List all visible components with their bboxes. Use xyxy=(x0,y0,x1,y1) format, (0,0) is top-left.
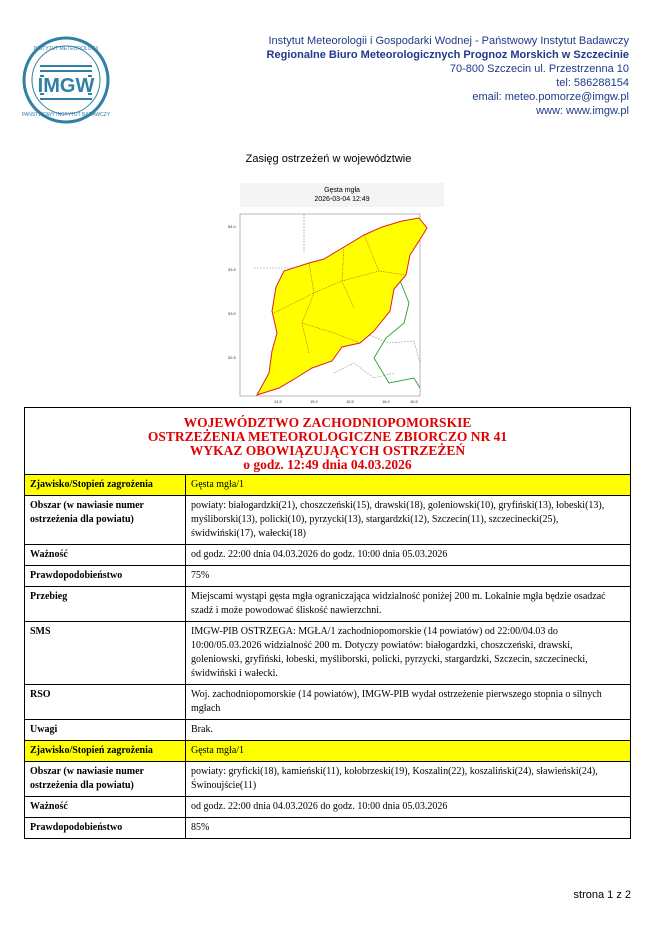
row-label: Prawdopodobieństwo xyxy=(25,818,186,839)
office-name: Regionalne Biuro Meteorologicznych Prognoz Morskich w Szczecinie xyxy=(266,49,629,61)
row-value: Gęsta mgła/1 xyxy=(186,475,631,496)
table-row xyxy=(25,741,631,762)
svg-text:15.0: 15.0 xyxy=(310,399,318,404)
table-row xyxy=(25,818,631,839)
row-label: Przebieg xyxy=(25,587,186,622)
table-row xyxy=(25,622,631,685)
map-caption-date: 2026-03-04 12:49 xyxy=(314,196,370,203)
table-row xyxy=(25,720,631,741)
svg-text:16.5: 16.5 xyxy=(410,399,418,404)
email: email: meteo.pomorze@imgw.pl xyxy=(472,91,629,103)
map-heading: Zasięg ostrzeżeń w województwie xyxy=(245,153,412,165)
row-value: od godz. 22:00 dnia 04.03.2026 do godz. 10:00 dnia 05.03.2026 xyxy=(186,797,631,818)
table-row xyxy=(25,566,631,587)
svg-text:52.5: 52.5 xyxy=(228,355,236,360)
map-graphic xyxy=(214,183,444,410)
title-list: WYKAZ OBOWIĄZUJĄCYCH OSTRZEŻEŃ xyxy=(189,443,466,458)
table-row xyxy=(25,685,631,720)
row-value: Miejscami wystąpi gęsta mgła ograniczająca widzialność poniżej 200 m. Lokalnie mgła będzie osadzać szadź i może powodować śliskość nawierzchni. xyxy=(186,587,631,622)
row-value: Brak. xyxy=(186,720,631,741)
row-value: Gęsta mgła/1 xyxy=(186,741,631,762)
row-label: SMS xyxy=(25,622,186,685)
table-row xyxy=(25,587,631,622)
svg-text:16.0: 16.0 xyxy=(382,399,390,404)
document-title xyxy=(25,408,631,475)
row-value: 85% xyxy=(186,818,631,839)
imgw-logo xyxy=(22,36,110,124)
warnings-table xyxy=(24,407,631,839)
phone: tel: 586288154 xyxy=(556,77,629,89)
svg-text:53.0: 53.0 xyxy=(228,311,236,316)
website: www: www.imgw.pl xyxy=(536,105,629,117)
table-row xyxy=(25,545,631,566)
title-warnings: OSTRZEŻENIA METEOROLOGICZNE ZBIORCZO NR 41 xyxy=(147,429,508,444)
row-value: 75% xyxy=(186,566,631,587)
page-number: strona 1 z 2 xyxy=(573,889,631,901)
row-label: Zjawisko/Stopień zagrożenia xyxy=(25,741,186,762)
row-label: Uwagi xyxy=(25,720,186,741)
header-row xyxy=(25,408,631,475)
table-row xyxy=(25,496,631,545)
address: 70-800 Szczecin ul. Przestrzenna 10 xyxy=(449,63,629,75)
institute-header xyxy=(209,34,629,118)
svg-text:PAŃSTWOWY INSTYTUT BADAWCZY: PAŃSTWOWY INSTYTUT BADAWCZY xyxy=(22,112,110,118)
table-row xyxy=(25,762,631,797)
row-label: Zjawisko/Stopień zagrożenia xyxy=(25,475,186,496)
svg-text:14.5: 14.5 xyxy=(274,399,282,404)
row-label: Obszar (w nawiasie numer ostrzeżenia dla powiatu) xyxy=(25,496,186,545)
row-label: Ważność xyxy=(25,545,186,566)
svg-text:INSTYTUT METEOROLOGII: INSTYTUT METEOROLOGII xyxy=(33,46,99,52)
warning-map xyxy=(214,183,444,410)
row-label: Ważność xyxy=(25,797,186,818)
institute-name: Instytut Meteorologii i Gospodarki Wodnej - Państwowy Instytut Badawczy xyxy=(268,35,629,47)
row-label: Prawdopodobieństwo xyxy=(25,566,186,587)
row-label: RSO xyxy=(25,685,186,720)
svg-text:53.5: 53.5 xyxy=(228,267,236,272)
table-row xyxy=(25,797,631,818)
map-caption-phenomenon: Gęsta mgła xyxy=(324,187,360,194)
row-label: Obszar (w nawiasie numer ostrzeżenia dla powiatu) xyxy=(25,762,186,797)
row-value: IMGW-PIB OSTRZEGA: MGŁA/1 zachodniopomorskie (14 powiatów) od 22:00/04.03 do 10:00/05.03.2026 widzialność 200 m. Dotyczy powiatów: białogardzki, choszczeński, drawski, goleniowski, gryfiński, łobeski, myśliborski, policki, pyrzycki, stargardzki, Szczecin, szczecinecki, świdwiński i wałecki. xyxy=(186,622,631,685)
svg-text:15.5: 15.5 xyxy=(346,399,354,404)
row-value: od godz. 22:00 dnia 04.03.2026 do godz. 10:00 dnia 05.03.2026 xyxy=(186,545,631,566)
row-value: powiaty: białogardzki(21), choszczeński(15), drawski(18), goleniowski(10), gryfiński(13), łobeski(13), myśliborski(13), policki(10), pyrzycki(13), stargardzki(12), Szczecin(11), szczecinecki(25), świdwiński(17), wałecki(18) xyxy=(186,496,631,545)
svg-text:IMGW: IMGW xyxy=(37,75,95,97)
title-voivodeship: WOJEWÓDZTWO ZACHODNIOPOMORSKIE xyxy=(183,415,472,430)
title-time: o godz. 12:49 dnia 04.03.2026 xyxy=(243,457,412,472)
table-row xyxy=(25,475,631,496)
svg-text:54.0: 54.0 xyxy=(228,224,236,229)
row-value: powiaty: gryficki(18), kamieński(11), kołobrzeski(19), Koszalin(22), koszaliński(24), sławieński(24), Świnoujście(11) xyxy=(186,762,631,797)
row-value: Woj. zachodniopomorskie (14 powiatów), IMGW-PIB wydał ostrzeżenie pierwszego stopnia o silnych mgłach xyxy=(186,685,631,720)
